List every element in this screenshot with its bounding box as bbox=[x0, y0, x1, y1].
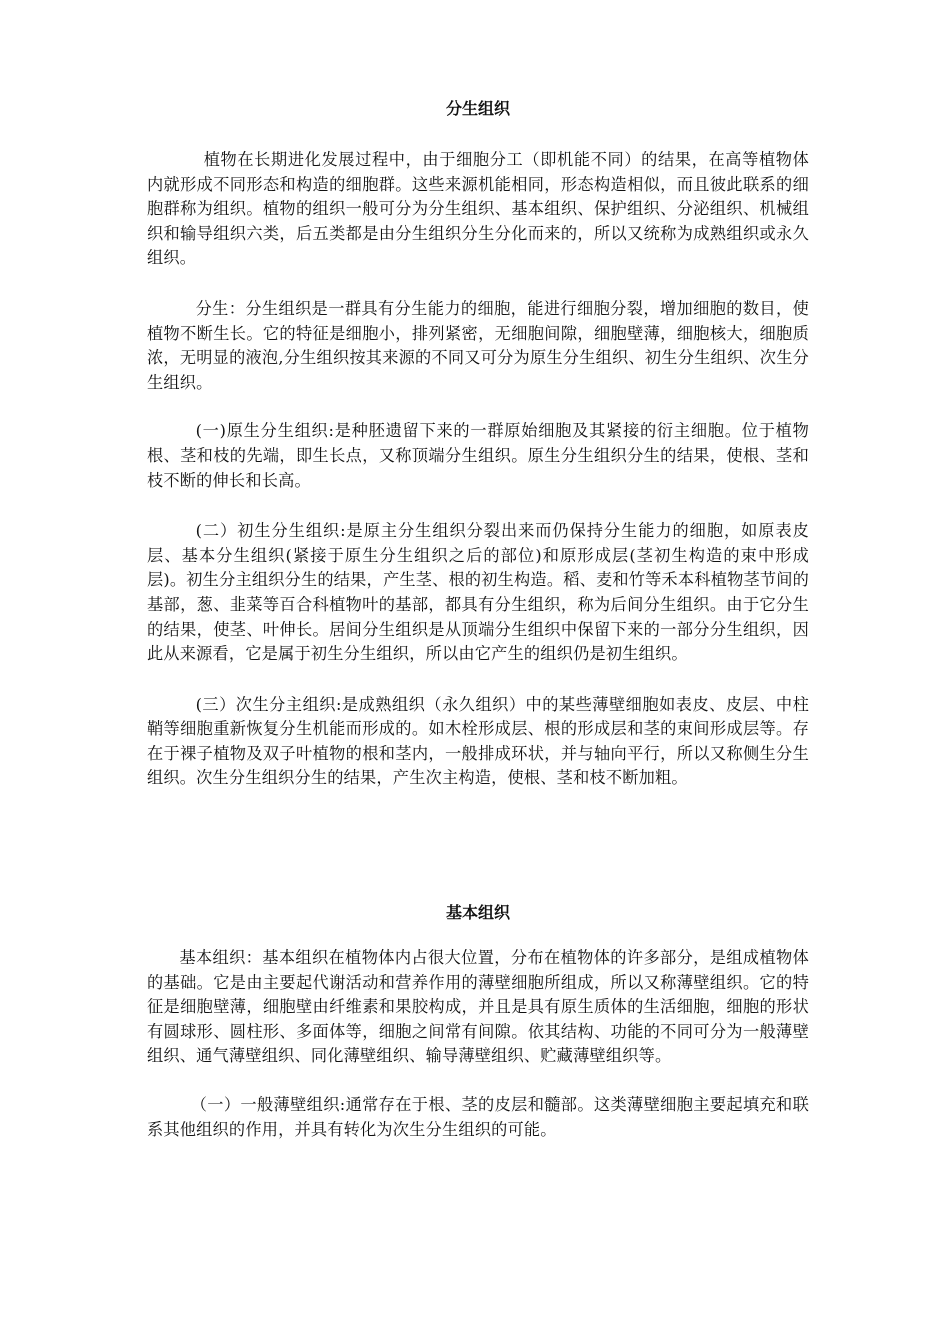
paragraph: （一）一般薄壁组织:通常存在于根、茎的皮层和髓部。这类薄壁细胞主要起填充和联系其他组织的作用，并具有转化为次生分生组织的可能。 bbox=[147, 1094, 809, 1139]
section-meristem bbox=[147, 98, 809, 815]
paragraph: (一)原生分生组织:是种胚遗留下来的一群原始细胞及其紧接的衍主细胞。位于植物根、茎和枝的先端，即生长点，又称顶端分生组织。原生分生组织分生的结果，使根、茎和枝不断的伸长和长高。 bbox=[147, 421, 809, 490]
paragraph: (二）初生分生组织:是原主分生组织分裂出来而仍保持分生能力的细胞，如原表皮层、基本分生组织(紧接于原生分生组织之后的部位)和原形成层(茎初生构造的束中形成层)。初生分主组织分生的结果，产生茎、根的初生构造。稻、麦和竹等禾本科植物茎节间的基部，葱、韭菜等百合科植物叶的基部，都具有分生组织，称为后间分生组织。由于它分生的结果，使茎、叶伸长。居间分生组织是从顶端分生组织中保留下来的一部分分生组织，因此从来源看，它是属于初生分生组织，所以由它产生的组织仍是初生组织。 bbox=[147, 521, 810, 664]
paragraph: 植物在长期进化发展过程中，由于细胞分工（即机能不同）的结果，在高等植物体内就形成不同形态和构造的细胞群。这些来源机能相同，形态构造相似，而且彼此联系的细胞群称为组织。植物的组织一般可分为分生组织、基本组织、保护组织、分泌组织、机械组织和输导组织六类，后五类都是由分生组织分生分化而来的，所以又统称为成熟组织或永久组织。 bbox=[147, 150, 809, 268]
section-heading: 分生组织 bbox=[445, 99, 510, 118]
paragraph: 分生：分生组织是一群具有分生能力的细胞，能进行细胞分裂，增加细胞的数目，使植物不断生长。它的特征是细胞小，排列紧密，无细胞间隙，细胞壁薄，细胞核大，细胞质浓，无明显的液泡,分生组织按其来源的不同又可分为原生分生组织、初生分生组织、次生分生组织。 bbox=[147, 298, 809, 392]
section-heading: 基本组织 bbox=[445, 903, 510, 922]
paragraph: 基本组织：基本组织在植物体内占很大位置，分布在植物体的许多部分，是组成植物体的基础。它是由主要起代谢活动和营养作用的薄壁细胞所组成，所以又称薄壁组织。它的特征是细胞壁薄，细胞壁由纤维素和果胶构成，并且是具有原生质体的生活细胞，细胞的形状有圆球形、圆柱形、多面体等，细胞之间常有间隙。依其结构、功能的不同可分为一般薄壁组织、通气薄壁组织、同化薄壁组织、输导薄壁组织、贮藏薄壁组织等。 bbox=[147, 948, 809, 1066]
section-ground-tissue bbox=[147, 902, 809, 1166]
paragraph: (三）次生分主组织:是成熟组织（永久组织）中的某些薄壁细胞如表皮、皮层、中柱鞘等细胞重新恢复分生机能而形成的。如木栓形成层、根的形成层和茎的束间形成层等。存在于裸子植物及双子叶植物的根和茎内，一般排成环状，并与轴向平行，所以又称侧生分生组织。次生分生组织分生的结果，产生次主构造，使根、茎和枝不断加粗。 bbox=[147, 694, 809, 788]
